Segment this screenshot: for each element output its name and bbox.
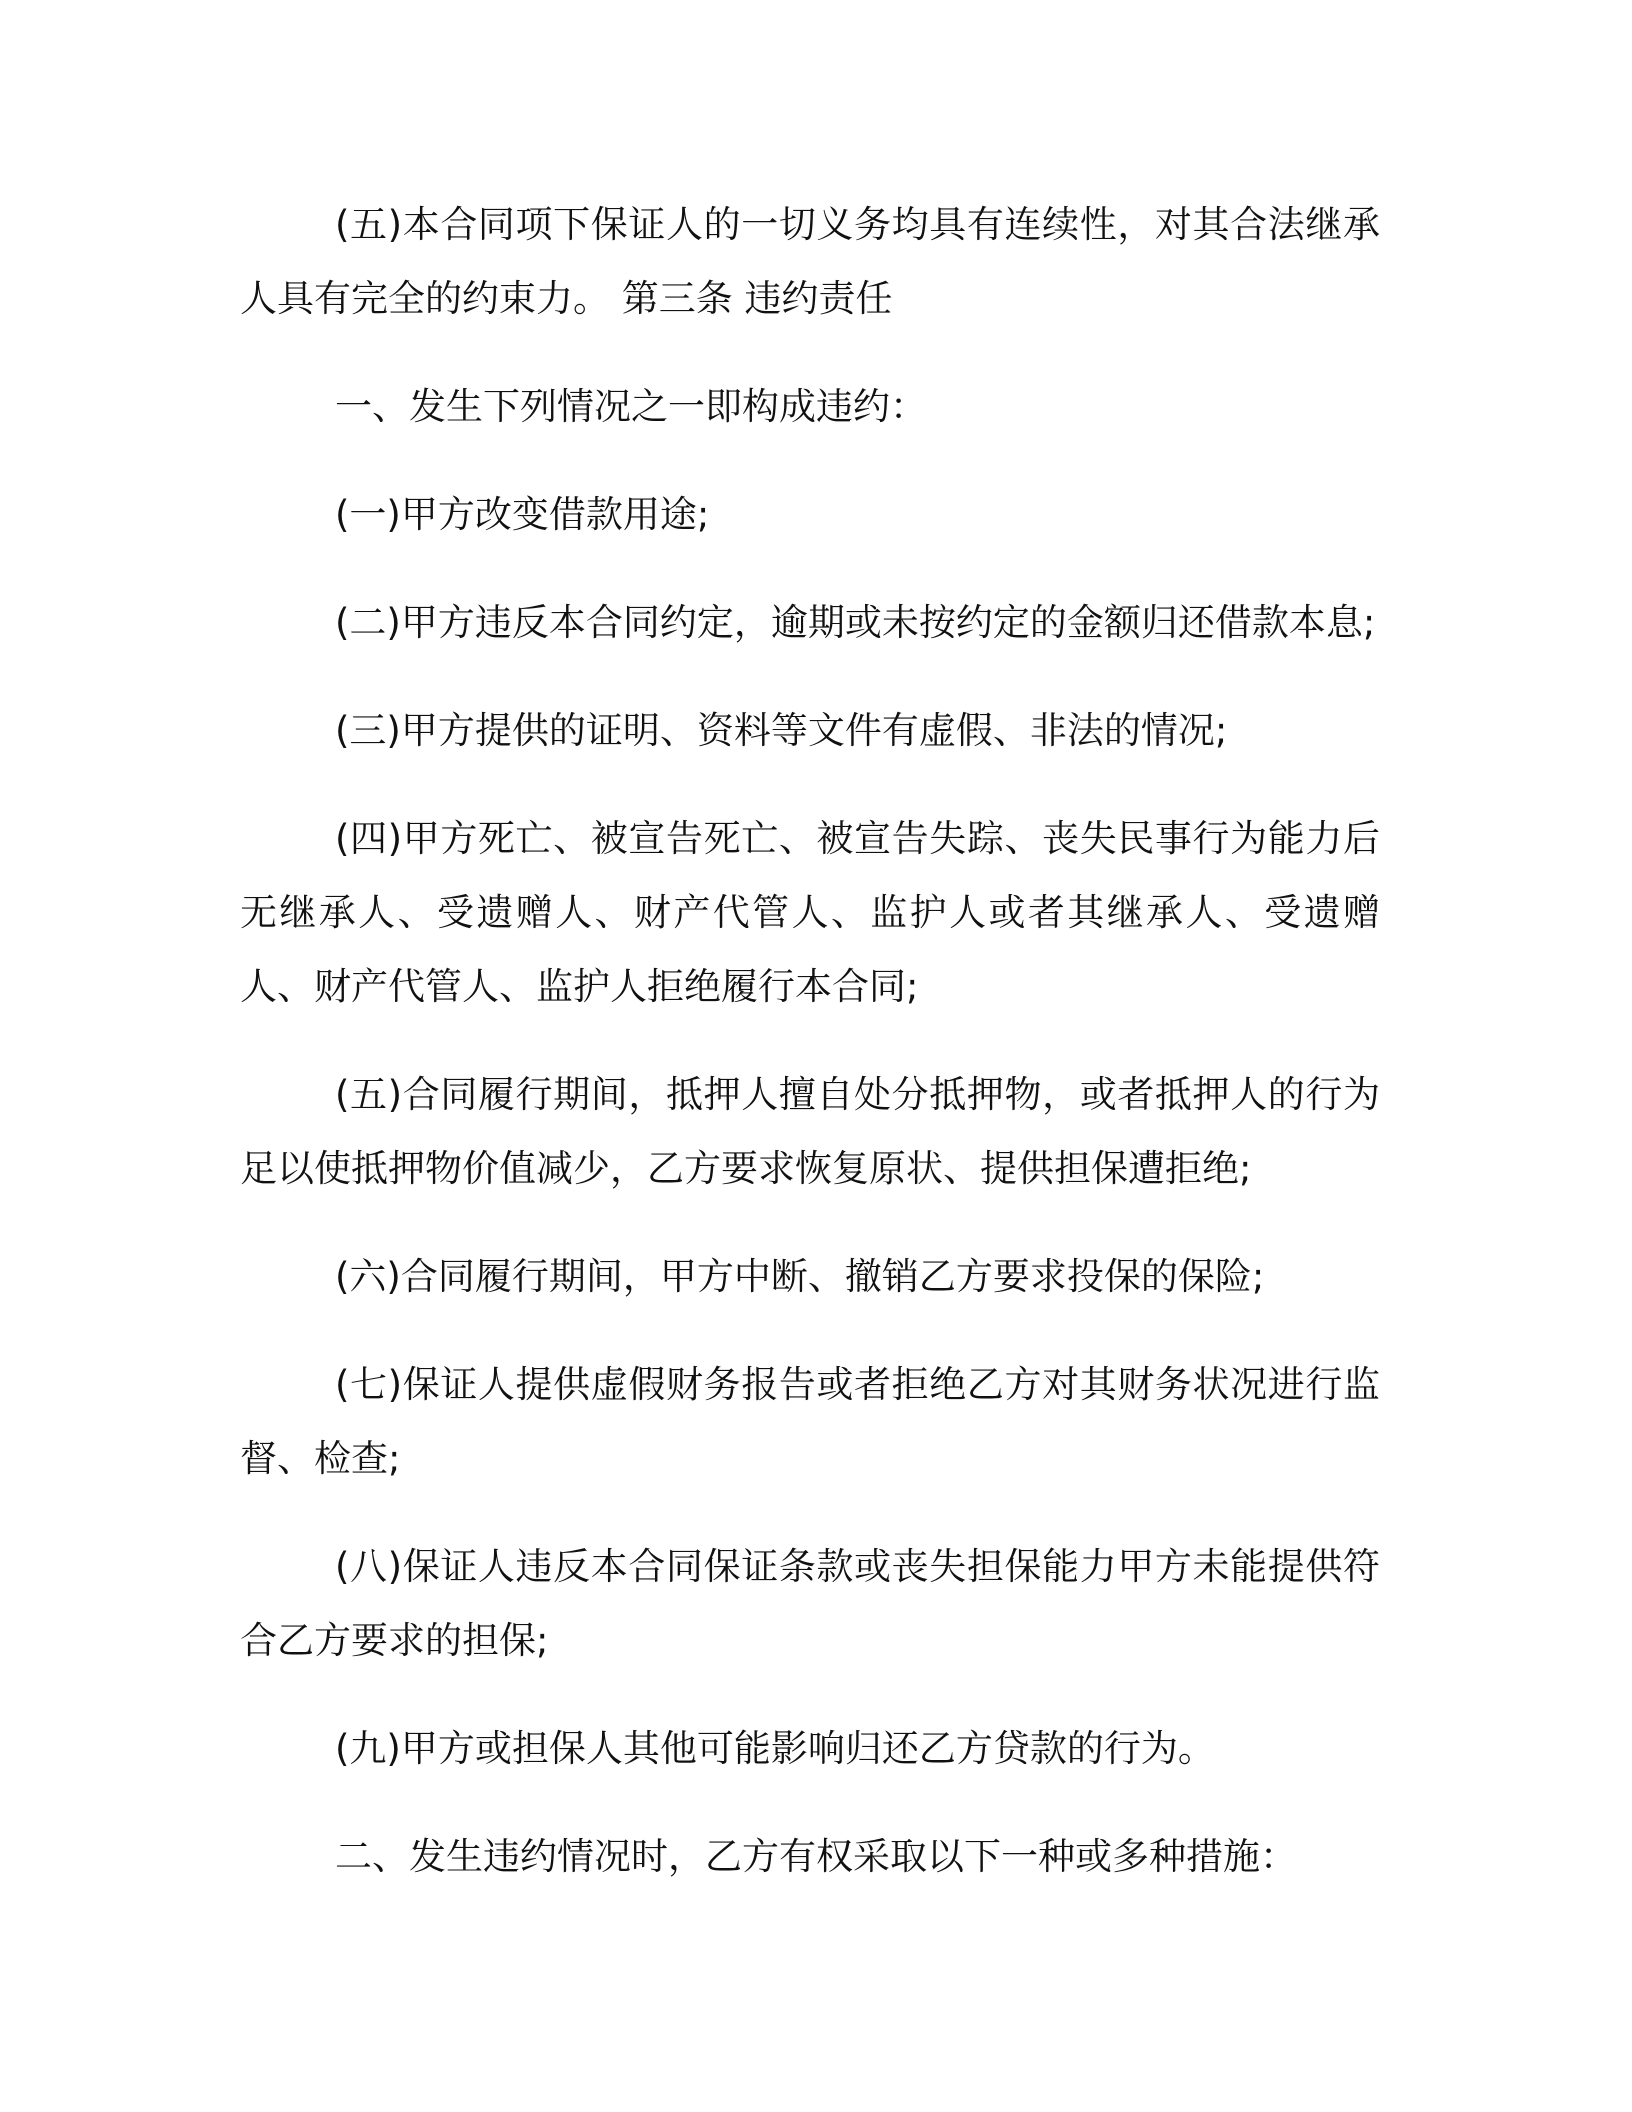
paragraph-guarantor-obligation: (五)本合同项下保证人的一切义务均具有连续性，对其合法继承人具有完全的约束力。 第三条 违约责任 [240,203,1380,320]
document-body [240,188,1380,1928]
paragraph-item-9: (九)甲方或担保人其他可能影响归还乙方贷款的行为。 [335,1727,1215,1770]
paragraph-breach-conditions: 一、发生下列情况之一即构成违约： [335,385,927,428]
paragraph-item-2: (二)甲方违反本合同约定，逾期或未按约定的金额归还借款本息; [335,601,1376,644]
paragraph-item-7: (七)保证人提供虚假财务报告或者拒绝乙方对其财务状况进行监督、检查; [240,1363,1380,1480]
paragraph-item-1: (一)甲方改变借款用途; [335,493,710,536]
paragraph-item-3: (三)甲方提供的证明、资料等文件有虚假、非法的情况; [335,709,1228,752]
paragraph-item-6: (六)合同履行期间，甲方中断、撤销乙方要求投保的保险; [335,1255,1265,1298]
paragraph-item-8: (八)保证人违反本合同保证条款或丧失担保能力甲方未能提供符合乙方要求的担保; [240,1545,1380,1662]
paragraph-remedies: 二、发生违约情况时，乙方有权采取以下一种或多种措施： [335,1835,1297,1878]
paragraph-item-4: (四)甲方死亡、被宣告死亡、被宣告失踪、丧失民事行为能力后无继承人、受遗赠人、财产代管人、监护人或者其继承人、受遗赠人、财产代管人、监护人拒绝履行本合同; [240,817,1380,1008]
paragraph-item-5: (五)合同履行期间，抵押人擅自处分抵押物，或者抵押人的行为足以使抵押物价值减少，乙方要求恢复原状、提供担保遭拒绝; [240,1073,1380,1190]
